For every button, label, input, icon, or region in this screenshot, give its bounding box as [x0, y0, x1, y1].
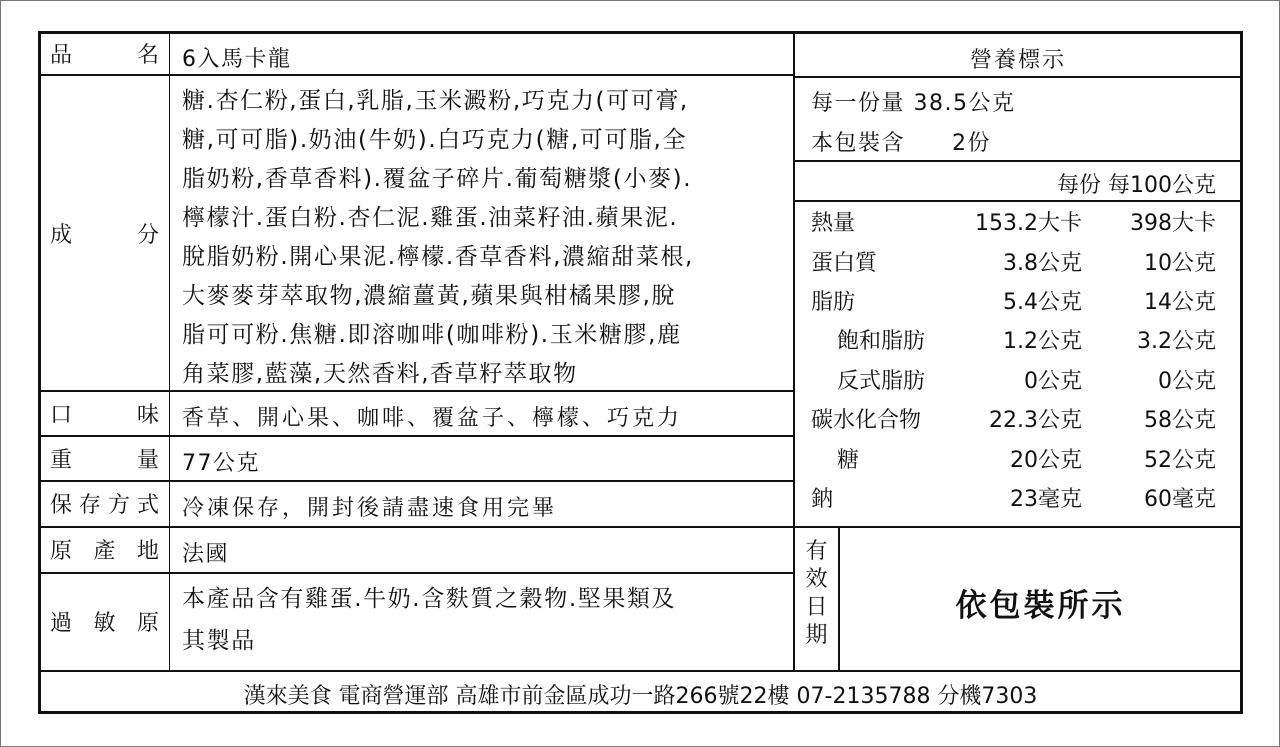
- servings-per-package: 本包裝含 2份: [811, 131, 991, 156]
- nutrition-column-headers: [795, 168, 1216, 199]
- flavor-label: 口 味: [40, 391, 170, 435]
- ingredients-line: 脫脂奶粉.開心果泥.檸檬.香草香料,濃縮甜菜根,: [182, 244, 694, 270]
- product-name-label: 品 名: [40, 33, 170, 74]
- allergen-line: 本產品含有雞蛋.牛奶.含麩質之穀物.堅果類及: [182, 586, 677, 612]
- ingredients-line: 脂可可粉.焦糖.即溶咖啡(咖啡粉).玉米糖膠,鹿: [182, 322, 682, 348]
- nutrition-title: 營養標示: [969, 48, 1066, 73]
- divider: [40, 526, 1241, 528]
- divider: [40, 670, 1241, 672]
- nutrition-row: 蛋白質 3.8公克 10公克: [811, 251, 1216, 276]
- nutrition-row: 碳水化合物 22.3公克 58公克: [811, 408, 1216, 433]
- origin-label: 原 產 地: [40, 527, 170, 572]
- ingredients-line: 糖.杏仁粉,蛋白,乳脂,玉米澱粉,巧克力(可可膏,: [182, 88, 689, 114]
- ingredients-line: 脂奶粉,香草香料).覆盆子碎片.葡萄糖漿(小麥).: [182, 166, 693, 192]
- weight-value: 77公克: [182, 451, 260, 476]
- ingredients-line: 角菜膠,藍藻,天然香料,香草籽萃取物: [182, 361, 578, 387]
- product-name-value: 6入馬卡龍: [182, 47, 292, 72]
- divider: [794, 76, 1241, 78]
- column-per-100g: 每100公克: [1108, 173, 1216, 198]
- weight-label: 重 量: [40, 436, 170, 480]
- storage-value: 冷凍保存，開封後請盡速食用完畢: [182, 496, 558, 521]
- expiry-value: 依包裝所示: [955, 588, 1126, 624]
- allergen-label: 過 敏 原: [40, 573, 170, 670]
- origin-value: 法國: [182, 542, 230, 567]
- footer-contact: 漢來美食 電商營運部 高雄市前金區成功一路266號22樓 07-2135788 分機7303: [243, 684, 1038, 709]
- ingredients-label: 成 分: [40, 76, 170, 390]
- allergen-value: [182, 578, 676, 662]
- ingredients-line: 檸檬汁.蛋白粉.杏仁泥.雞蛋.油菜籽油.蘋果泥.: [182, 205, 679, 231]
- nutrition-row: 熱量 153.2大卡 398大卡: [811, 211, 1216, 236]
- nutrition-row: 反式脂肪 0公克 0公克: [837, 369, 1216, 394]
- column-per-serving: 每份: [1056, 173, 1101, 198]
- ingredients-line: 大麥麥芽萃取物,濃縮薑黃,蘋果與柑橘果膠,脫: [182, 283, 677, 309]
- divider: [794, 160, 1241, 162]
- expiry-label: 有 效 日 期: [805, 539, 828, 648]
- serving-size: 每一份量 38.5公克: [811, 91, 1016, 116]
- nutrition-row: 飽和脂肪 1.2公克 3.2公克: [837, 329, 1216, 354]
- nutrition-row: 糖 20公克 52公克: [837, 448, 1216, 473]
- allergen-line: 其製品: [182, 628, 256, 654]
- nutrition-row: 鈉 23毫克 60毫克: [811, 487, 1216, 512]
- divider: [794, 200, 1241, 202]
- nutrition-row: 脂肪 5.4公克 14公克: [811, 290, 1216, 315]
- flavor-value: 香草、開心果、咖啡、覆盆子、檸檬、巧克力: [182, 406, 683, 431]
- ingredients-value: [182, 82, 694, 394]
- ingredients-line: 糖,可可脂).奶油(牛奶).白巧克力(糖,可可脂,全: [182, 127, 688, 153]
- storage-label: 保 存 方 式: [40, 481, 170, 526]
